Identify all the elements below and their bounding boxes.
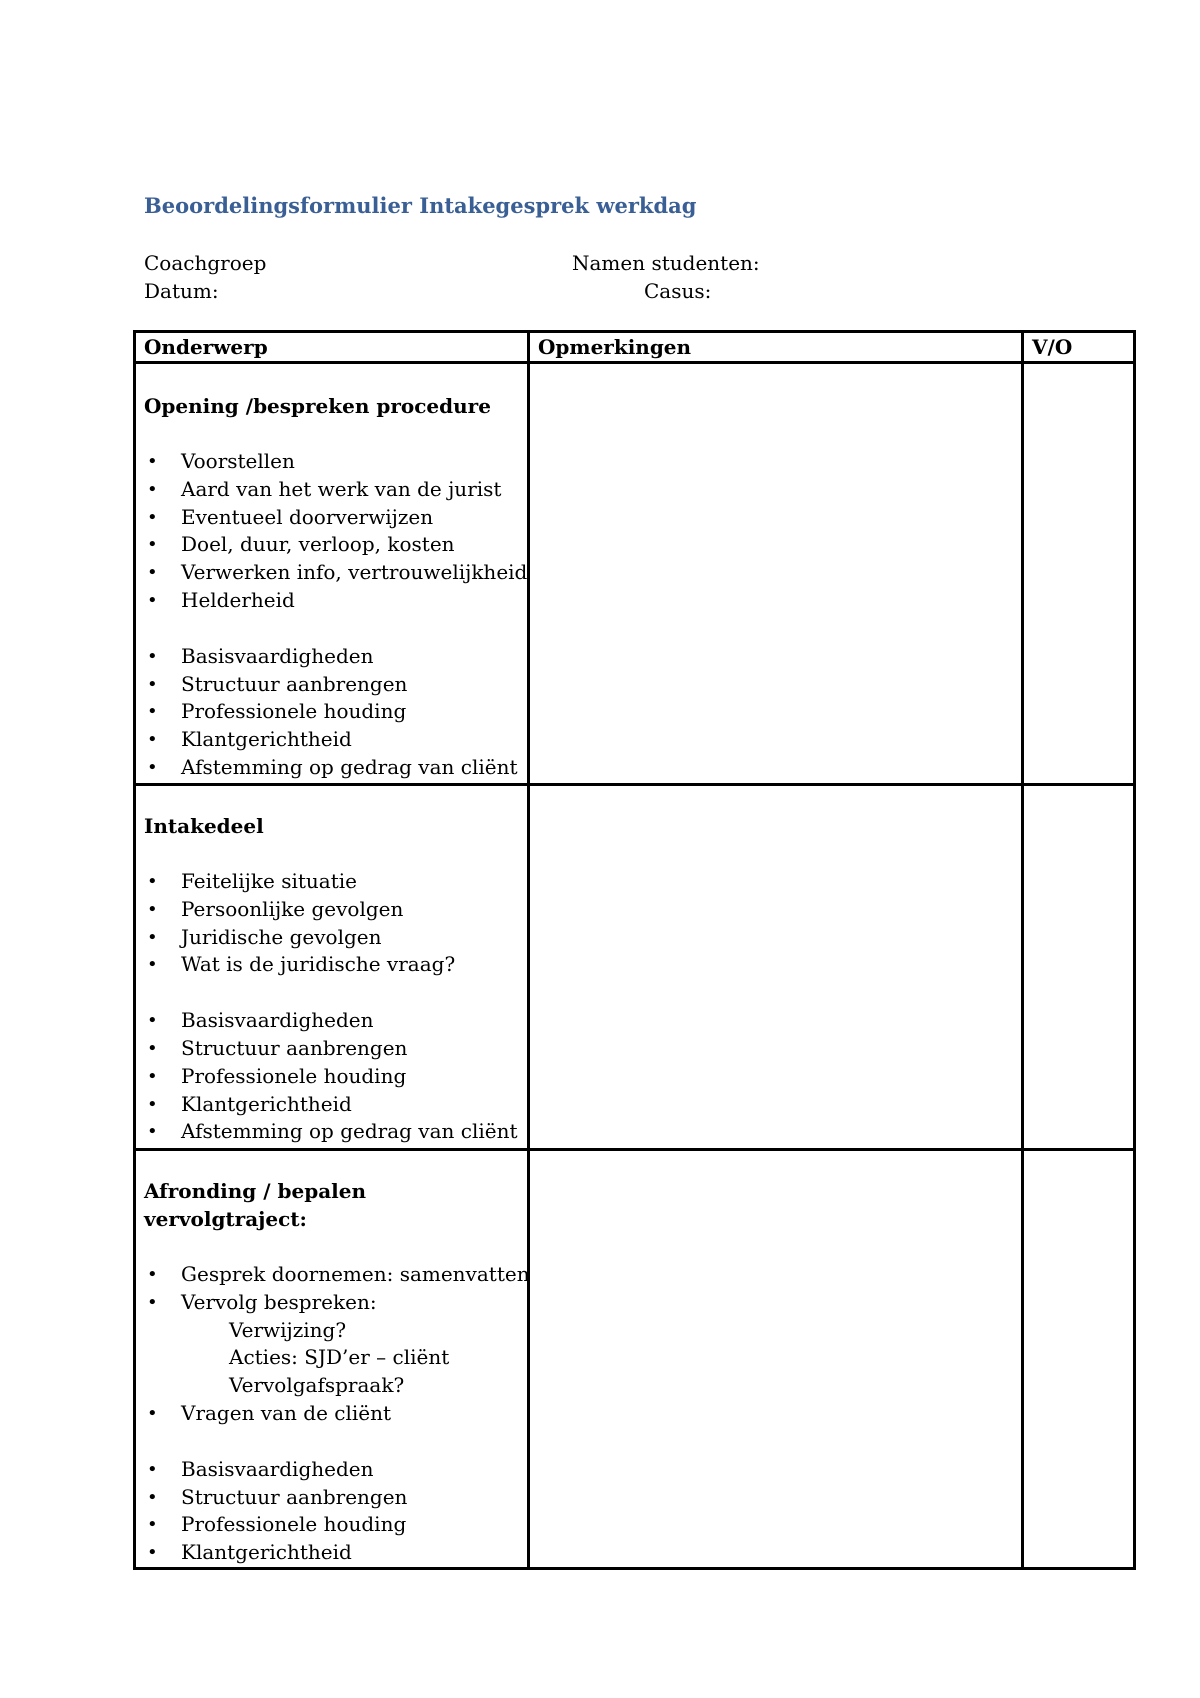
list-item: • Helderheid (147, 587, 295, 612)
opmerkingen-cell[interactable] (529, 1150, 1023, 1569)
vo-cell[interactable] (1023, 1150, 1135, 1569)
header-vo: V/O (1023, 332, 1135, 363)
list-item: • Basisvaardigheden (147, 1008, 374, 1033)
list-item: • Vragen van de cliënt (147, 1400, 392, 1425)
list-item: • Verwerken info, vertrouwelijkheid (147, 560, 528, 585)
item-list (144, 643, 519, 782)
list-item: • Vervolg bespreken: (147, 1289, 377, 1314)
vo-cell[interactable] (1023, 785, 1135, 1150)
list-item: • Gesprek doornemen: samenvatten (147, 1262, 530, 1286)
list-item: • Professionele houding (147, 1512, 407, 1537)
table-header-row (135, 332, 1135, 363)
item-list (144, 1261, 530, 1428)
list-item: • Professionele houding (147, 1063, 407, 1088)
list-item: • Persoonlijke gevolgen (147, 896, 404, 921)
vo-cell[interactable] (1023, 363, 1135, 785)
table-row (135, 1150, 1135, 1569)
assessment-table (133, 330, 1136, 1570)
list-item: • Klantgerichtheid (147, 1091, 352, 1116)
list-item: • Structuur aanbrengen (147, 1484, 408, 1509)
header-opmerkingen: Opmerkingen (529, 332, 1023, 363)
item-list (144, 868, 519, 979)
list-item: • Wat is de juridische vraag? (147, 952, 456, 977)
meta-right (572, 249, 760, 305)
list-item: • Structuur aanbrengen (147, 671, 408, 696)
opmerkingen-cell[interactable] (529, 785, 1023, 1150)
list-item: • Professionele houding (147, 699, 407, 724)
list-item: • Afstemming op gedrag van cliënt (147, 1119, 518, 1144)
list-subitem: Vervolgafspraak? (229, 1373, 405, 1398)
opmerkingen-cell[interactable] (529, 363, 1023, 785)
section-heading: Afronding / bepalen vervolgtraject: (144, 1179, 367, 1231)
item-list (144, 1007, 519, 1146)
datum-label: Datum: (144, 279, 219, 303)
list-item: • Feitelijke situatie (147, 869, 357, 893)
list-item: • Klantgerichtheid (147, 727, 352, 752)
table-row (135, 363, 1135, 785)
list-item: • Aard van het werk van de jurist (147, 476, 502, 501)
section-heading: Opening /bespreken procedure (144, 394, 491, 418)
list-subitem: Acties: SJD’er – cliënt (229, 1345, 450, 1370)
onderwerp-cell (135, 1150, 529, 1569)
list-item: • Basisvaardigheden (147, 1456, 374, 1481)
list-subitem: Verwijzing? (229, 1317, 347, 1342)
table-row (135, 785, 1135, 1150)
list-item: • Juridische gevolgen (147, 924, 382, 949)
coachgroep-label: Coachgroep (144, 251, 267, 275)
section-heading: Intakedeel (144, 814, 264, 838)
list-item: • Klantgerichtheid (147, 1540, 352, 1565)
item-list (144, 1456, 519, 1567)
list-item: • Doel, duur, verloop, kosten (147, 532, 455, 557)
list-item: • Eventueel doorverwijzen (147, 504, 434, 529)
page-title: Beoordelingsformulier Intakegesprek werkdag (144, 193, 697, 218)
onderwerp-cell (135, 363, 529, 785)
meta-left (144, 249, 266, 305)
header-onderwerp: Onderwerp (135, 332, 529, 363)
list-item: • Structuur aanbrengen (147, 1035, 408, 1060)
casus-label: Casus: (644, 279, 712, 303)
onderwerp-cell (135, 785, 529, 1150)
list-item: • Basisvaardigheden (147, 643, 374, 668)
namen-studenten-label: Namen studenten: (572, 251, 760, 275)
list-item: • Afstemming op gedrag van cliënt (147, 754, 518, 779)
item-list (144, 448, 528, 615)
list-item: • Voorstellen (147, 449, 295, 473)
